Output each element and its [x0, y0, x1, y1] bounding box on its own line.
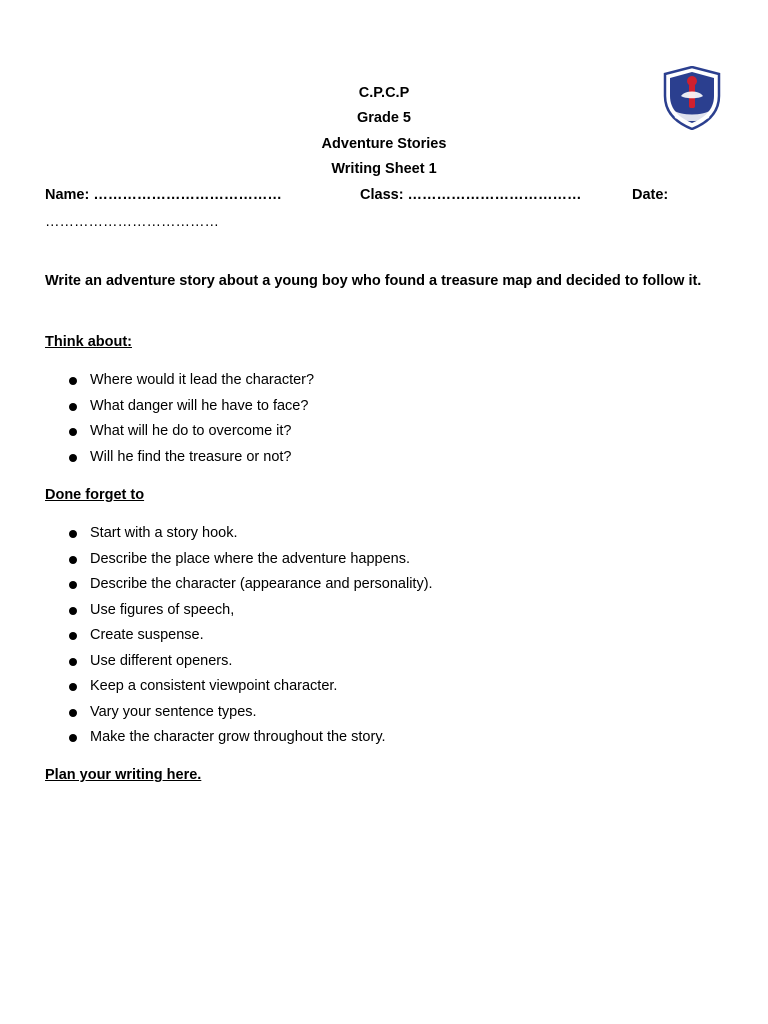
dont-forget-heading: Done forget to [45, 487, 145, 503]
bullet-icon [69, 454, 77, 462]
class-field[interactable]: Class: ……………………………… [360, 187, 582, 203]
bullet-icon [69, 658, 77, 666]
school-name: C.P.C.P [358, 85, 410, 101]
bullet-icon [69, 403, 77, 411]
bullet-icon [69, 709, 77, 717]
topic-title: Adventure Stories [321, 136, 447, 152]
date-field[interactable]: Date: [632, 187, 669, 203]
think-about-heading: Think about: [45, 334, 132, 350]
worksheet-page: C.P.C.P Grade 5 Adventure Stories Writing Sheet 1 Name: ………………………………… Class: ……………………………… Date: ……………………………… Write an adventure story about a young boy who found a treasure map and decided to follow it. Think about: Where would it lead the character? What danger will he have to face? What will he do to overcome it? Will he find the treasure or not? Done forget to Start with a story hook. Describe the place where the adventure happens. Describe the character (appearance and personality). Use figures of speech, Create suspense. Use different openers. Keep a consistent viewpoint character. Vary your sentence types. Make the character grow throughout the story. Plan your writing here. [0, 0, 768, 1024]
bullet-icon [69, 377, 77, 385]
name-field[interactable]: Name: ………………………………… [45, 187, 282, 203]
bullet-icon [69, 632, 77, 640]
writing-prompt: Write an adventure story about a young boy who found a treasure map and decided to follow it. [45, 273, 702, 289]
bullet-icon [69, 428, 77, 436]
bullet-icon [69, 530, 77, 538]
bullet-icon [69, 607, 77, 615]
grade-label: Grade 5 [357, 110, 411, 126]
plan-heading: Plan your writing here. [45, 767, 202, 783]
date-field-continuation[interactable]: ……………………………… [45, 214, 219, 230]
bullet-icon [69, 556, 77, 564]
sheet-title: Writing Sheet 1 [331, 161, 437, 177]
bullet-icon [69, 734, 77, 742]
bullet-icon [69, 683, 77, 691]
bullet-icon [69, 581, 77, 589]
